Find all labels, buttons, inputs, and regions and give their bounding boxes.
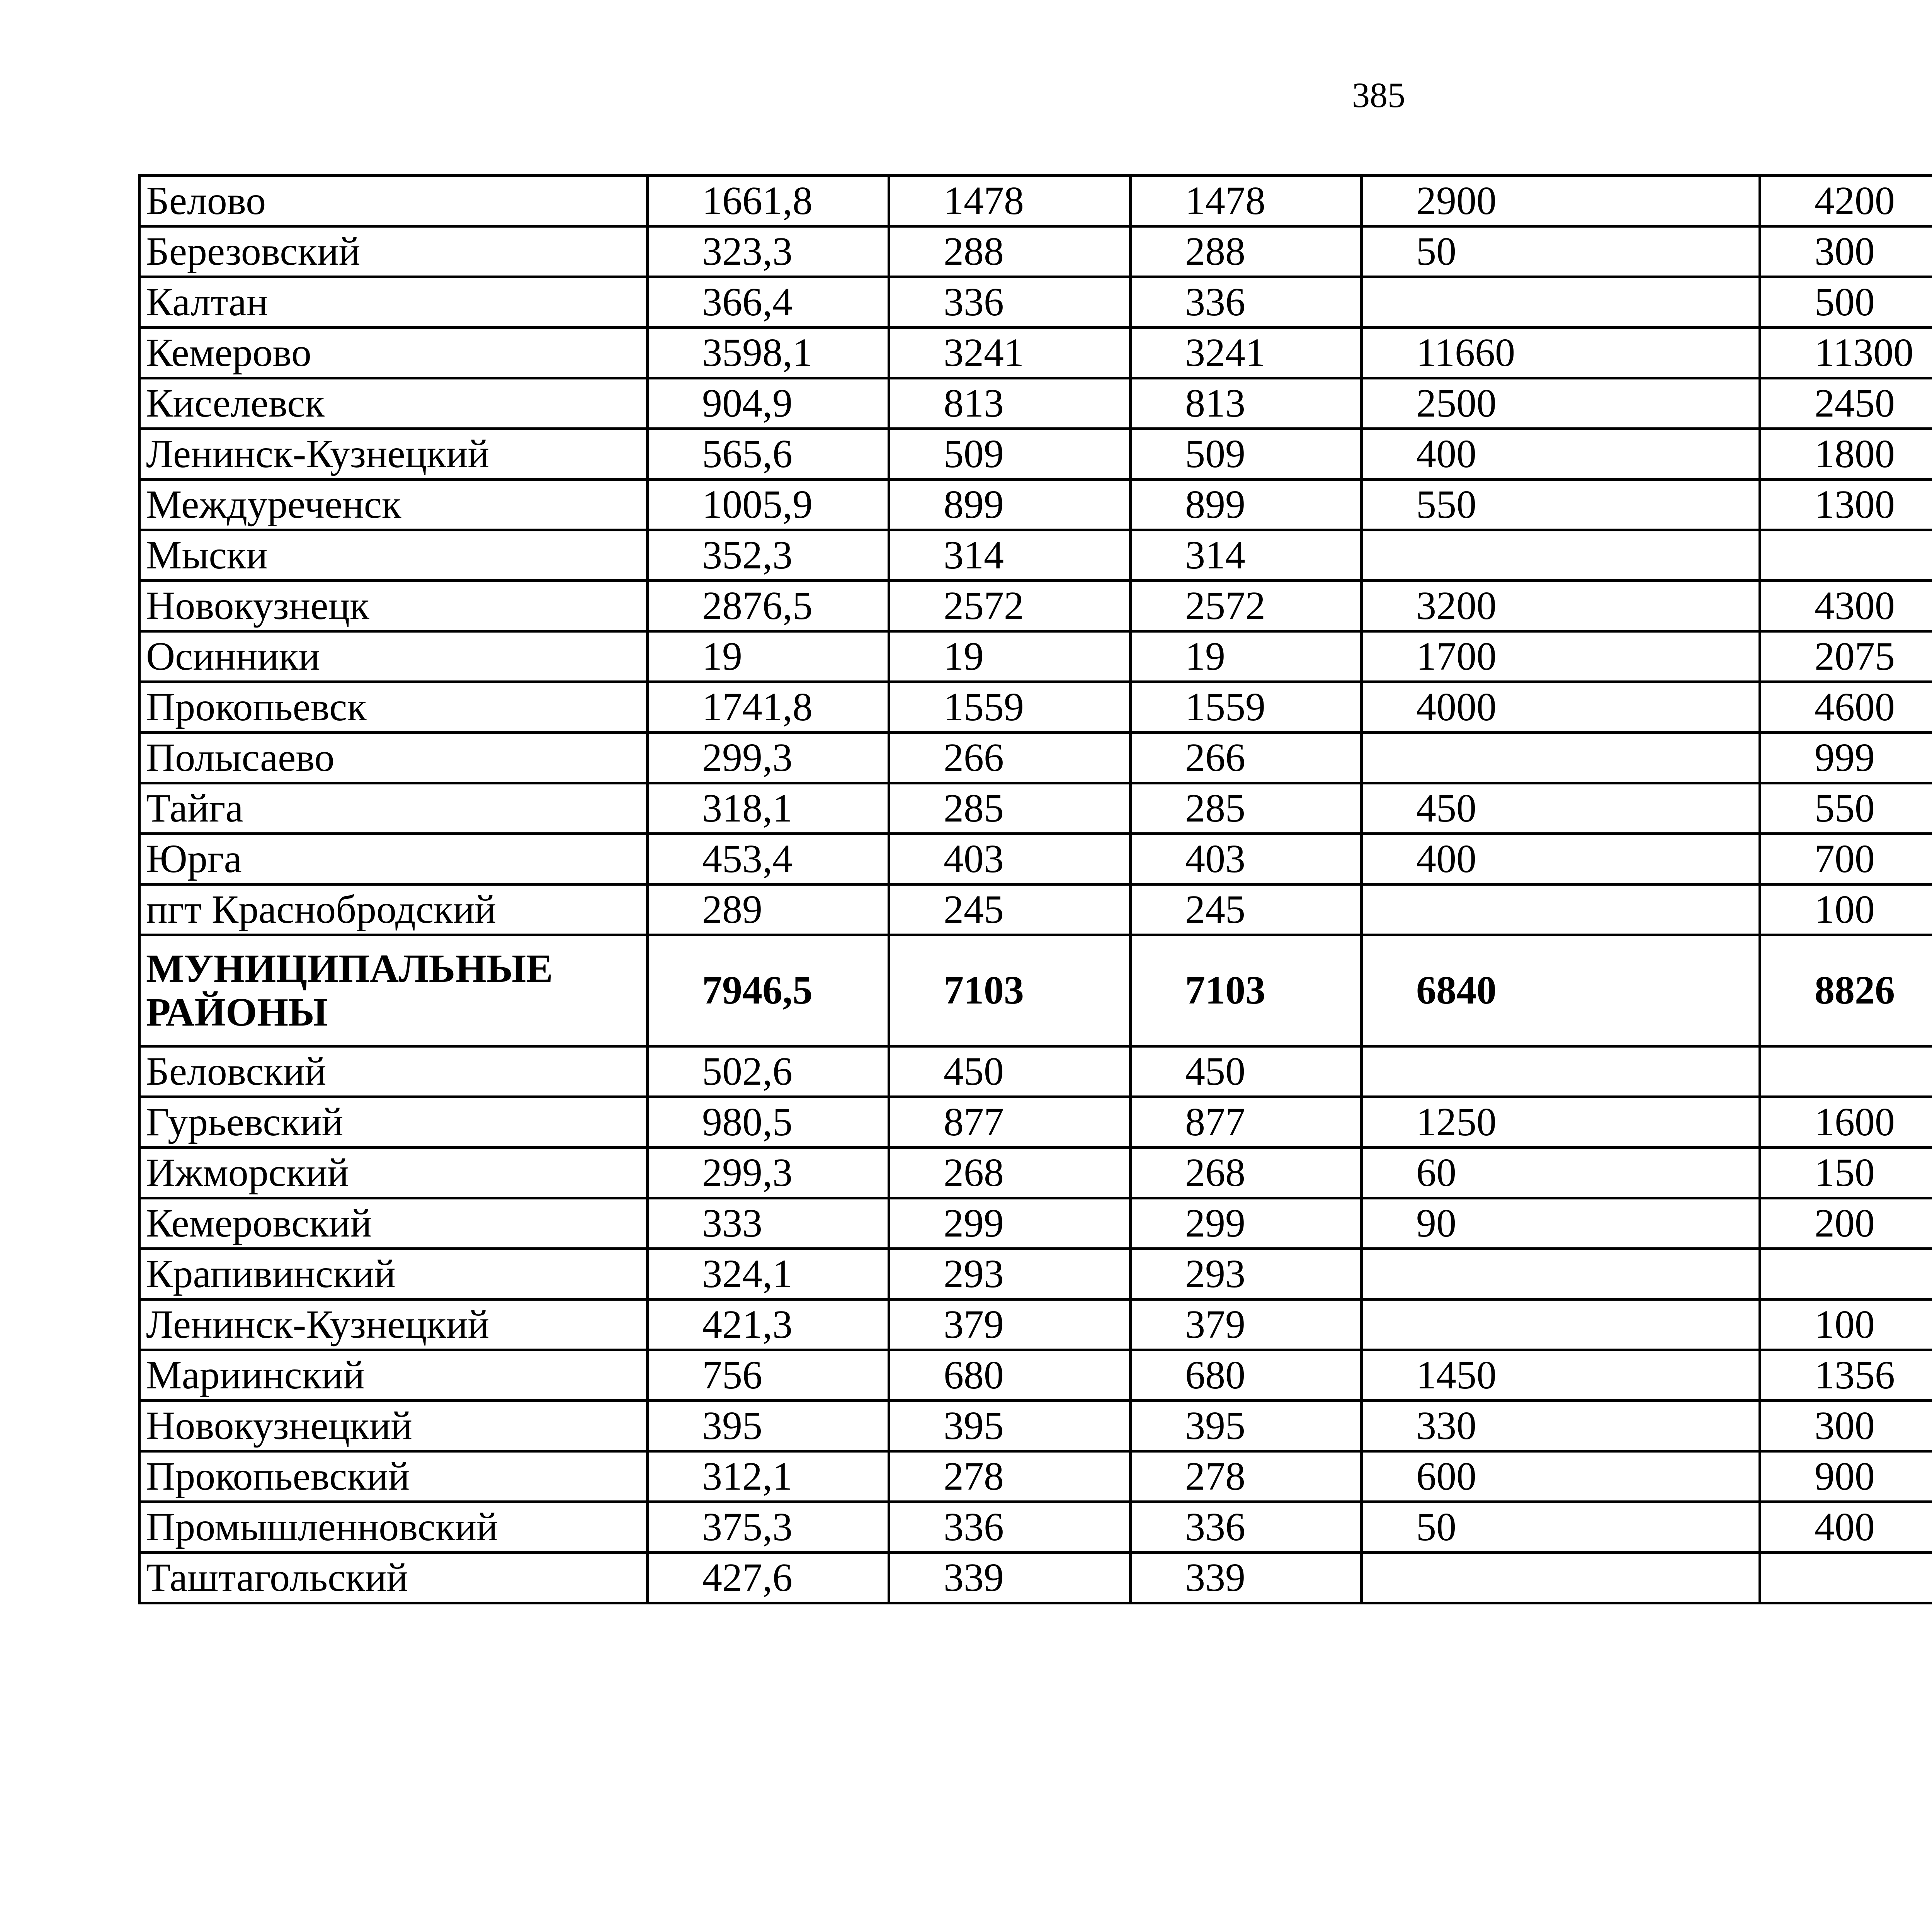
table-row	[139, 1046, 1932, 1097]
row-name-cell: Гурьевский	[139, 1097, 648, 1148]
value-cell: 395	[1131, 1401, 1362, 1451]
value-cell: 90	[1362, 1198, 1760, 1249]
value-cell: 400	[1760, 1502, 1932, 1553]
value-cell: 550	[1760, 783, 1932, 834]
value-cell: 8826	[1760, 935, 1932, 1046]
row-name-cell: Прокопьевский	[139, 1451, 648, 1502]
value-cell	[1760, 1553, 1932, 1603]
row-name-cell: Беловский	[139, 1046, 648, 1097]
table-row	[139, 176, 1932, 226]
value-cell: 421,3	[648, 1300, 889, 1350]
value-cell: 1250	[1362, 1097, 1760, 1148]
table-row	[139, 935, 1932, 1046]
value-cell: 19	[648, 631, 889, 682]
value-cell: 565,6	[648, 429, 889, 480]
value-cell: 395	[889, 1401, 1131, 1451]
value-cell: 60	[1362, 1148, 1760, 1198]
value-cell	[1362, 885, 1760, 935]
value-cell: 4600	[1760, 682, 1932, 733]
value-cell: 756	[648, 1350, 889, 1401]
value-cell: 453,4	[648, 834, 889, 885]
value-cell: 19	[889, 631, 1131, 682]
value-cell	[1362, 733, 1760, 783]
value-cell: 1005,9	[648, 480, 889, 530]
value-cell: 502,6	[648, 1046, 889, 1097]
value-cell: 300	[1760, 226, 1932, 277]
value-cell	[1362, 530, 1760, 581]
value-cell: 366,4	[648, 277, 889, 328]
value-cell: 2572	[889, 581, 1131, 631]
value-cell: 2876,5	[648, 581, 889, 631]
table-row	[139, 581, 1932, 631]
row-name-cell: Новокузнецкий	[139, 1401, 648, 1451]
table-row	[139, 1401, 1932, 1451]
value-cell: 333	[648, 1198, 889, 1249]
value-cell: 1600	[1760, 1097, 1932, 1148]
table-row	[139, 378, 1932, 429]
value-cell: 339	[889, 1553, 1131, 1603]
value-cell: 1478	[1131, 176, 1362, 226]
value-cell: 1300	[1760, 480, 1932, 530]
row-name-cell: Киселевск	[139, 378, 648, 429]
value-cell: 450	[889, 1046, 1131, 1097]
value-cell: 299	[1131, 1198, 1362, 1249]
row-name-cell: Ижморский	[139, 1148, 648, 1198]
value-cell: 403	[889, 834, 1131, 885]
value-cell: 1661,8	[648, 176, 889, 226]
row-name-cell: МУНИЦИПАЛЬНЫЕ РАЙОНЫ	[139, 935, 648, 1046]
value-cell: 50	[1362, 1502, 1760, 1553]
value-cell: 899	[889, 480, 1131, 530]
row-name-cell: Кемерово	[139, 328, 648, 378]
value-cell: 999	[1760, 733, 1932, 783]
value-cell: 899	[1131, 480, 1362, 530]
value-cell: 1356	[1760, 1350, 1932, 1401]
value-cell: 318,1	[648, 783, 889, 834]
value-cell: 150	[1760, 1148, 1932, 1198]
table-row	[139, 1300, 1932, 1350]
table-row	[139, 480, 1932, 530]
value-cell: 314	[889, 530, 1131, 581]
value-cell: 4000	[1362, 682, 1760, 733]
page-number: 385	[1352, 75, 1405, 115]
value-cell: 245	[889, 885, 1131, 935]
row-name-cell: Ленинск-Кузнецкий	[139, 429, 648, 480]
value-cell: 4200	[1760, 176, 1932, 226]
value-cell: 1700	[1362, 631, 1760, 682]
value-cell: 1741,8	[648, 682, 889, 733]
row-name-cell: Кемеровский	[139, 1198, 648, 1249]
value-cell	[1362, 1300, 1760, 1350]
table-row	[139, 682, 1932, 733]
value-cell: 1800	[1760, 429, 1932, 480]
value-cell: 4300	[1760, 581, 1932, 631]
table-row	[139, 885, 1932, 935]
value-cell: 500	[1760, 277, 1932, 328]
row-name-cell: Осинники	[139, 631, 648, 682]
value-cell	[1362, 1249, 1760, 1300]
value-cell: 3598,1	[648, 328, 889, 378]
value-cell: 100	[1760, 1300, 1932, 1350]
value-cell: 7103	[889, 935, 1131, 1046]
value-cell: 285	[889, 783, 1131, 834]
value-cell: 300	[1760, 1401, 1932, 1451]
value-cell	[1362, 1046, 1760, 1097]
value-cell: 1478	[889, 176, 1131, 226]
value-cell: 900	[1760, 1451, 1932, 1502]
table-row	[139, 530, 1932, 581]
value-cell: 285	[1131, 783, 1362, 834]
value-cell: 904,9	[648, 378, 889, 429]
row-name-cell: Междуреченск	[139, 480, 648, 530]
value-cell	[1362, 1553, 1760, 1603]
table-row	[139, 429, 1932, 480]
value-cell: 1450	[1362, 1350, 1760, 1401]
value-cell	[1760, 1046, 1932, 1097]
value-cell: 336	[889, 1502, 1131, 1553]
data-table	[138, 174, 1932, 1604]
table-row	[139, 1198, 1932, 1249]
value-cell: 289	[648, 885, 889, 935]
row-name-cell: Калтан	[139, 277, 648, 328]
value-cell: 680	[1131, 1350, 1362, 1401]
value-cell: 2900	[1362, 176, 1760, 226]
value-cell: 600	[1362, 1451, 1760, 1502]
value-cell: 980,5	[648, 1097, 889, 1148]
table-row	[139, 226, 1932, 277]
value-cell: 266	[889, 733, 1131, 783]
table-row	[139, 631, 1932, 682]
value-cell: 11300	[1760, 328, 1932, 378]
row-name-cell: пгт Краснобродский	[139, 885, 648, 935]
value-cell: 336	[1131, 277, 1362, 328]
value-cell: 299,3	[648, 733, 889, 783]
value-cell: 352,3	[648, 530, 889, 581]
value-cell: 336	[1131, 1502, 1362, 1553]
value-cell: 450	[1362, 783, 1760, 834]
value-cell: 2500	[1362, 378, 1760, 429]
value-cell: 268	[889, 1148, 1131, 1198]
row-name-cell: Таштагольский	[139, 1553, 648, 1603]
table-row	[139, 277, 1932, 328]
row-name-cell: Промышленновский	[139, 1502, 648, 1553]
value-cell	[1760, 530, 1932, 581]
value-cell: 877	[1131, 1097, 1362, 1148]
value-cell: 200	[1760, 1198, 1932, 1249]
table-body	[139, 176, 1932, 1603]
value-cell: 2572	[1131, 581, 1362, 631]
value-cell: 7103	[1131, 935, 1362, 1046]
value-cell: 278	[1131, 1451, 1362, 1502]
value-cell: 1559	[889, 682, 1131, 733]
value-cell: 400	[1362, 834, 1760, 885]
row-name-cell: Полысаево	[139, 733, 648, 783]
value-cell: 427,6	[648, 1553, 889, 1603]
value-cell: 813	[1131, 378, 1362, 429]
value-cell: 268	[1131, 1148, 1362, 1198]
value-cell: 3241	[889, 328, 1131, 378]
row-name-cell: Ленинск-Кузнецкий	[139, 1300, 648, 1350]
value-cell: 1559	[1131, 682, 1362, 733]
row-name-cell: Новокузнецк	[139, 581, 648, 631]
value-cell: 288	[889, 226, 1131, 277]
value-cell: 299	[889, 1198, 1131, 1249]
row-name-cell: Тайга	[139, 783, 648, 834]
table-row	[139, 1097, 1932, 1148]
value-cell: 11660	[1362, 328, 1760, 378]
table-row	[139, 328, 1932, 378]
table-row	[139, 834, 1932, 885]
table-row	[139, 1451, 1932, 1502]
value-cell: 379	[889, 1300, 1131, 1350]
row-name-cell: Мариинский	[139, 1350, 648, 1401]
value-cell: 509	[1131, 429, 1362, 480]
value-cell: 312,1	[648, 1451, 889, 1502]
value-cell: 2450	[1760, 378, 1932, 429]
value-cell: 336	[889, 277, 1131, 328]
value-cell: 400	[1362, 429, 1760, 480]
table-row	[139, 1148, 1932, 1198]
row-name-cell: Мыски	[139, 530, 648, 581]
value-cell: 3200	[1362, 581, 1760, 631]
value-cell: 3241	[1131, 328, 1362, 378]
value-cell: 375,3	[648, 1502, 889, 1553]
value-cell: 278	[889, 1451, 1131, 1502]
value-cell: 700	[1760, 834, 1932, 885]
value-cell: 323,3	[648, 226, 889, 277]
value-cell: 100	[1760, 885, 1932, 935]
row-name-cell: Белово	[139, 176, 648, 226]
value-cell: 395	[648, 1401, 889, 1451]
value-cell: 324,1	[648, 1249, 889, 1300]
value-cell: 6840	[1362, 935, 1760, 1046]
value-cell: 314	[1131, 530, 1362, 581]
row-name-cell: Березовский	[139, 226, 648, 277]
table-row	[139, 733, 1932, 783]
value-cell: 7946,5	[648, 935, 889, 1046]
table-row	[139, 1553, 1932, 1603]
value-cell: 2075	[1760, 631, 1932, 682]
value-cell: 450	[1131, 1046, 1362, 1097]
table-row	[139, 783, 1932, 834]
value-cell: 339	[1131, 1553, 1362, 1603]
table-row	[139, 1350, 1932, 1401]
value-cell: 509	[889, 429, 1131, 480]
table-row	[139, 1249, 1932, 1300]
value-cell: 266	[1131, 733, 1362, 783]
table-row	[139, 1502, 1932, 1553]
value-cell: 379	[1131, 1300, 1362, 1350]
value-cell: 813	[889, 378, 1131, 429]
value-cell: 19	[1131, 631, 1362, 682]
value-cell	[1760, 1249, 1932, 1300]
value-cell: 245	[1131, 885, 1362, 935]
value-cell: 403	[1131, 834, 1362, 885]
value-cell: 288	[1131, 226, 1362, 277]
value-cell: 330	[1362, 1401, 1760, 1451]
value-cell: 550	[1362, 480, 1760, 530]
value-cell: 299,3	[648, 1148, 889, 1198]
row-name-cell: Юрга	[139, 834, 648, 885]
value-cell	[1362, 277, 1760, 328]
row-name-cell: Прокопьевск	[139, 682, 648, 733]
value-cell: 293	[889, 1249, 1131, 1300]
value-cell: 293	[1131, 1249, 1362, 1300]
row-name-cell: Крапивинский	[139, 1249, 648, 1300]
value-cell: 50	[1362, 226, 1760, 277]
value-cell: 680	[889, 1350, 1131, 1401]
value-cell: 877	[889, 1097, 1131, 1148]
